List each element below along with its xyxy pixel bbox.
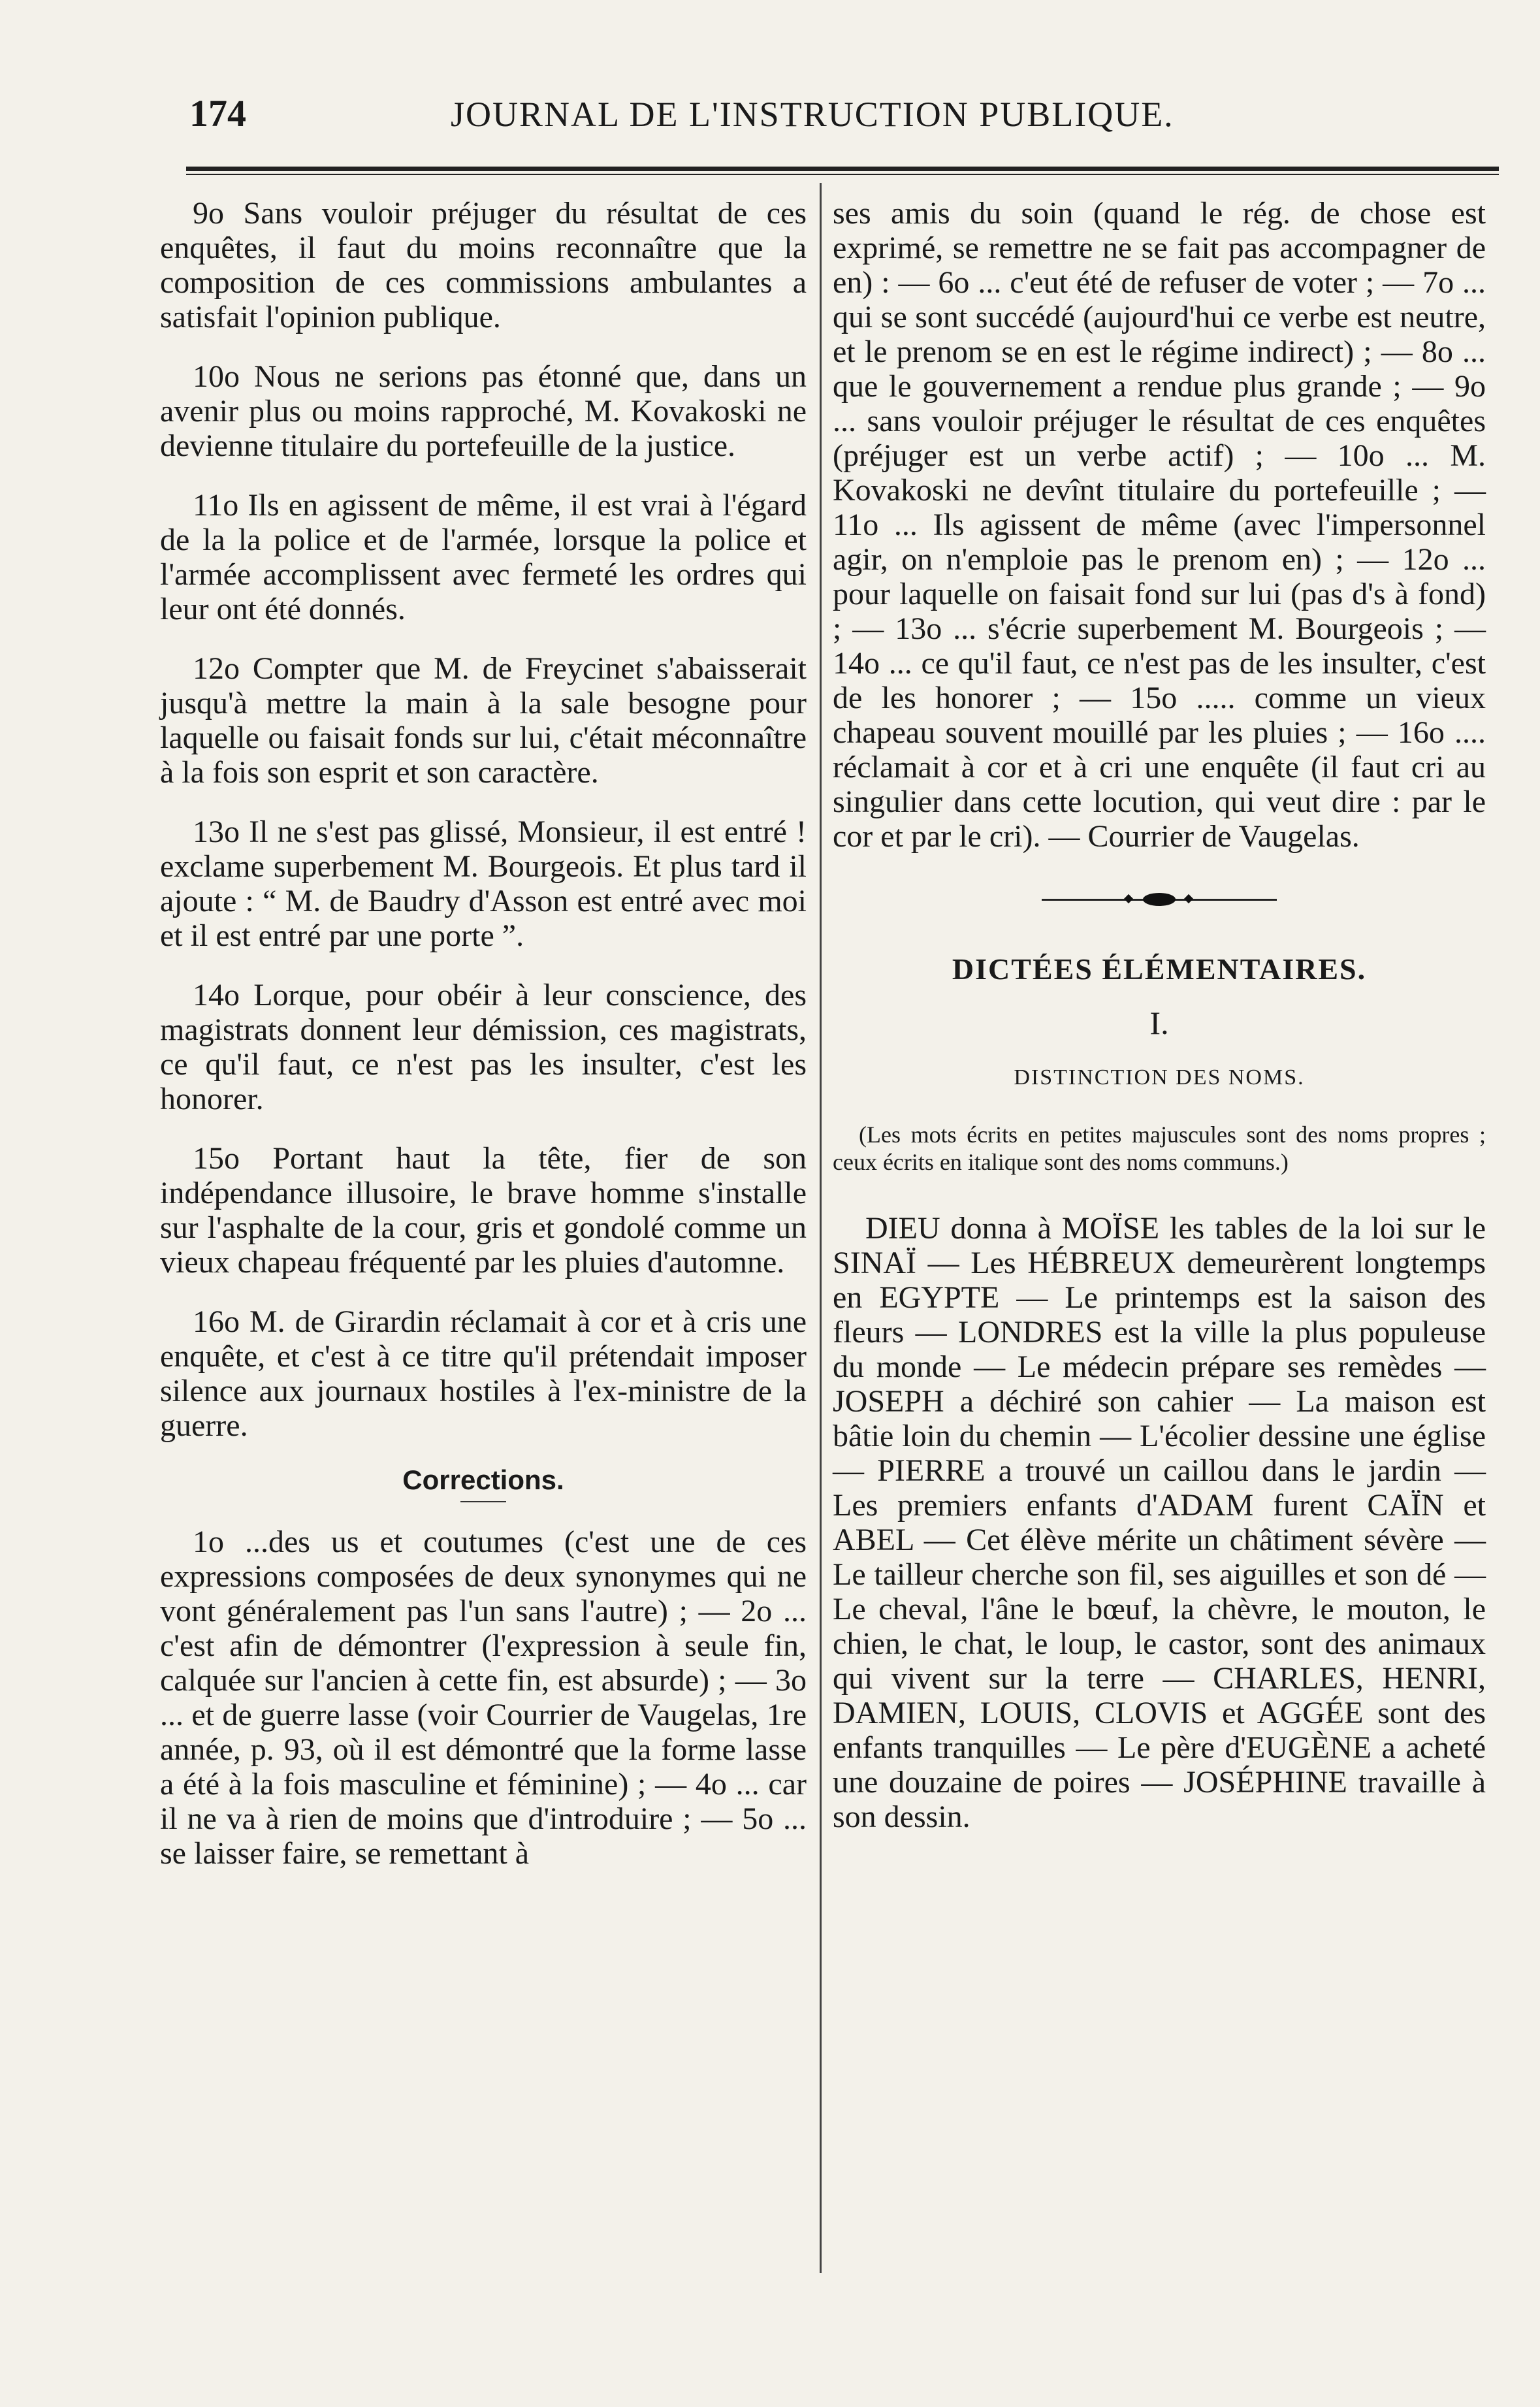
page-header [189, 91, 1234, 157]
subheading: DISTINCTION DES NOMS. [1014, 1065, 1305, 1090]
corrections-rule [460, 1501, 506, 1502]
corrections-text: 1o ...des us et coutumes (c'est une de ces expressions composées de deux synonymes qui ne vont généralement pas l'un sans l'autre) ; — 2o ... c'est afin de démontrer (l'expression à seule fin, calquée sur l'ancien à cette fin, est absurde) ; — 3o ... et de guerre lasse (voir Courrier de Vaugelas, 1re année, p. 93, où il est démontré que la forme lasse a été à la fois masculine et féminine) ; — 4o ... car il ne va à rien de moins que d'introduire ; — 5o ... se laisser faire, se remettant à [160, 1525, 807, 1871]
section-number: I. [1149, 1005, 1169, 1041]
left-column [160, 196, 807, 1896]
paragraph-14: 14o Lorque, pour obéir à leur conscience, des magistrats donnent leur démission, ces magistrats, ce qu'il faut, ce n'est pas les insulter, c'est les honorer. [160, 978, 807, 1116]
dictees-title: DICTÉES ÉLÉMENTAIRES. [952, 952, 1367, 986]
dictation-note: (Les mots écrits en petites majuscules sont des noms propres ; ceux écrits en italique sont des noms communs.) [833, 1122, 1486, 1175]
ornament-diamond-left [1124, 894, 1133, 903]
dictation-text: DIEU donna à MOÏSE les tables de la loi sur le SINAÏ — Les HÉBREUX demeurèrent longtemps en EGYPTE — Le printemps est la saison des fleurs — LONDRES est la ville la plus populeuse du monde — Le médecin prépare ses remèdes — JOSEPH a déchiré son cahier — La maison est bâtie loin du chemin — L'écolier dessine une église — PIERRE a trouvé un caillou dans le jardin — Les premiers enfants d'ADAM furent CAÏN et ABEL — Cet élève mérite un châtiment sévère — Le tailleur cherche son fil, ses aiguilles et son dé — Le cheval, l'âne le bœuf, la chèvre, le mouton, le chien, le chat, le loup, le castor, sont des animaux qui vivent sur la terre — CHARLES, HENRI, DAMIEN, LOUIS, CLOVIS et AGGÉE sont des enfants tranquilles — Le père d'EUGÈNE a acheté une douzaine de poires — JOSÉPHINE travaille à son dessin. [833, 1211, 1486, 1834]
corrections-continued: ses amis du soin (quand le rég. de chose est exprimé, se remettre ne se fait pas accompagner de en) : — 6o ... c'eut été de refuser de voter ; — 7o ... qui se sont succédé (aujourd'hui ce verbe est neutre, et le prenom se en est le régime indirect) ; — 8o ... que le gouvernement a rendue plus grande ; — 9o ... sans vouloir préjuger le résultat de ces enquêtes (préjuger est un verbe actif) ; — 10o ... M. Kovakoski ne devînt titulaire du portefeuille ; — 11o ... Ils agissent de même (avec l'impersonnel agir, on n'emploie pas le prenom en) ; — 12o ... pour laquelle on faisait fond sur lui (pas d's à fond) ; — 13o ... s'écrie superbement M. Bourgeois ; — 14o ... ce qu'il faut, ce n'est pas de les insulter, c'est de les honorer ; — 15o ..... comme un vieux chapeau souvent mouillé par les pluies ; — 16o .... réclamait à cor et à cri une enquête (il faut cri au singulier dans cette locution, qui veut dire : par le cor et par le cri). — Courrier de Vaugelas. [833, 196, 1486, 854]
page-number: 174 [189, 92, 246, 135]
paragraph-15: 15o Portant haut la tête, fier de son indépendance illusoire, le brave homme s'installe sur l'asphalte de la cour, gris et gondolé comme un vieux chapeau fréquenté par les pluies d'automne. [160, 1141, 807, 1280]
paragraph-10: 10o Nous ne serions pas étonné que, dans un avenir plus ou moins rapproché, M. Kovakoski ne devienne titulaire du portefeuille de la justice. [160, 359, 807, 463]
paragraph-16: 16o M. de Girardin réclamait à cor et à cris une enquête, et c'est à ce titre qu'il prétendait imposer silence aux journaux hostiles à l'ex-ministre de la guerre. [160, 1304, 807, 1443]
corrections-heading: Corrections. [402, 1464, 564, 1495]
column-divider [820, 183, 822, 2273]
header-rule [186, 167, 1499, 175]
paragraph-9: 9o Sans vouloir préjuger du résultat de ces enquêtes, il faut du moins reconnaître que la composition de ces commissions ambulantes a satisfait l'opinion publique. [160, 196, 807, 334]
paragraph-13: 13o Il ne s'est pas glissé, Monsieur, il est entré ! exclame superbement M. Bourgeois. Et plus tard il ajoute : “ M. de Baudry d'Asson est entré avec moi et il est entré par une porte ”. [160, 815, 807, 953]
ornament-diamond-right [1184, 894, 1193, 903]
paragraph-12: 12o Compter que M. de Freycinet s'abaisserait jusqu'à mettre la main à la sale besogne pour laquelle ou faisait fonds sur lui, c'était méconnaître à la fois son esprit et son caractère. [160, 651, 807, 790]
paragraph-11: 11o Ils en agissent de même, il est vrai à l'égard de la la police et de l'armée, lorsque la police et l'armée accomplissent avec fermeté les ordres qui leur ont été donnés. [160, 488, 807, 626]
right-column [833, 196, 1486, 1834]
ornament-divider [1042, 893, 1277, 906]
ornament-center [1143, 893, 1176, 906]
running-title: JOURNAL DE L'INSTRUCTION PUBLIQUE. [451, 95, 1174, 134]
